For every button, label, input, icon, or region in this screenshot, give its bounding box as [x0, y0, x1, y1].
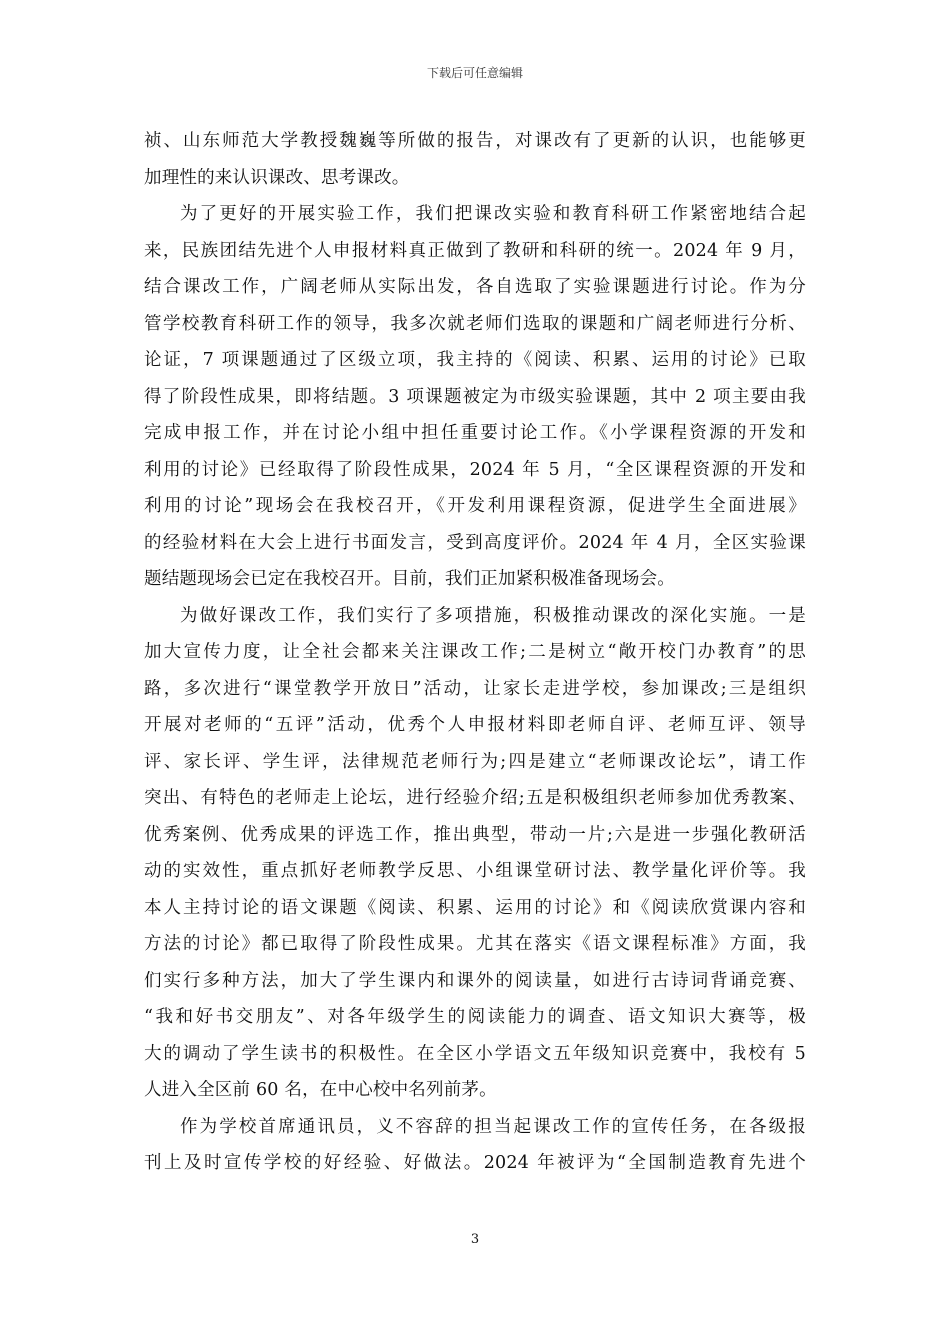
- text-line: 完成申报工作，并在讨论小组中担任重要讨论工作。《小学课程资源的开发和: [144, 423, 806, 443]
- text-line: 论证，7 项课题通过了区级立项，我主持的《阅读、积累、运用的讨论》已取: [144, 350, 806, 370]
- body-text: [144, 123, 806, 1182]
- text-line: 利用的讨论》已经取得了阶段性成果，2024 年 5 月，“全区课程资源的开发和: [144, 459, 806, 480]
- page-number: 3: [470, 1232, 480, 1247]
- text-line: 利用的讨论”现场会在我校召开，《开发利用课程资源，促进学生全面进展》: [144, 496, 806, 516]
- text-line: 动的实效性，重点抓好老师教学反思、小组课堂研讨法、教学量化评价等。我: [144, 861, 806, 881]
- text-line: 加理性的来认识课改、思考课改。: [144, 167, 410, 188]
- text-line: 路，多次进行“课堂教学开放日”活动，让家长走进学校，参加课改;三是组织: [144, 678, 806, 699]
- text-line: 作为学校首席通讯员，义不容辞的担当起课改工作的宣传任务，在各级报: [180, 1116, 806, 1137]
- text-line: 突出、有特色的老师走上论坛，进行经验介绍;五是积极组织老师参加优秀教案、: [144, 788, 806, 808]
- text-line: 为做好课改工作，我们实行了多项措施，积极推动课改的深化实施。一是: [180, 605, 806, 626]
- text-line: 得了阶段性成果，即将结题。3 项课题被定为市级实验课题，其中 2 项主要由我: [144, 386, 806, 407]
- text-line: 题结题现场会已定在我校召开。目前，我们正加紧积极准备现场会。: [144, 569, 675, 589]
- text-line: 优秀案例、优秀成果的评选工作，推出典型，带动一片;六是进一步强化教研活: [144, 824, 806, 845]
- text-line: 们实行多种方法，加大了学生课内和课外的阅读量，如进行古诗词背诵竞赛、: [144, 970, 806, 991]
- text-line: 刊上及时宣传学校的好经验、好做法。2024 年被评为“全国制造教育先进个: [144, 1153, 806, 1173]
- text-line: 结合课改工作，广阔老师从实际出发，各自选取了实验课题进行讨论。作为分: [144, 277, 806, 297]
- text-line: 加大宣传力度，让全社会都来关注课改工作;二是树立“敞开校门办教育”的思: [144, 642, 806, 662]
- text-line: 评、家长评、学生评，法律规范老师行为;四是建立“老师课改论坛”，请工作: [144, 751, 806, 772]
- text-line: 为了更好的开展实验工作，我们把课改实验和教育科研工作紧密地结合起: [180, 204, 806, 224]
- text-line: 祯、山东师范大学教授魏巍等所做的报告，对课改有了更新的认识，也能够更: [144, 131, 806, 151]
- page-header-note: 下载后可任意编辑: [426, 66, 523, 80]
- text-line: 本人主持讨论的语文课题《阅读、积累、运用的讨论》和《阅读欣赏课内容和: [144, 897, 806, 918]
- text-line: 方法的讨论》都已取得了阶段性成果。尤其在落实《语文课程标准》方面，我: [144, 934, 806, 954]
- text-line: 大的调动了学生读书的积极性。在全区小学语文五年级知识竞赛中，我校有 5: [144, 1043, 806, 1064]
- text-line: 来，民族团结先进个人申报材料真正做到了教研和科研的统一。2024 年 9 月，: [144, 240, 806, 261]
- text-line: 的经验材料在大会上进行书面发言，受到高度评价。2024 年 4 月，全区实验课: [144, 532, 806, 553]
- text-line: “我和好书交朋友”、对各年级学生的阅读能力的调查、语文知识大赛等，极: [144, 1007, 806, 1027]
- text-line: 人进入全区前 60 名，在中心校中名列前茅。: [144, 1080, 497, 1100]
- text-line: 管学校教育科研工作的领导，我多次就老师们选取的课题和广阔老师进行分析、: [144, 313, 806, 334]
- text-line: 开展对老师的“五评”活动，优秀个人申报材料即老师自评、老师互评、领导: [144, 715, 806, 735]
